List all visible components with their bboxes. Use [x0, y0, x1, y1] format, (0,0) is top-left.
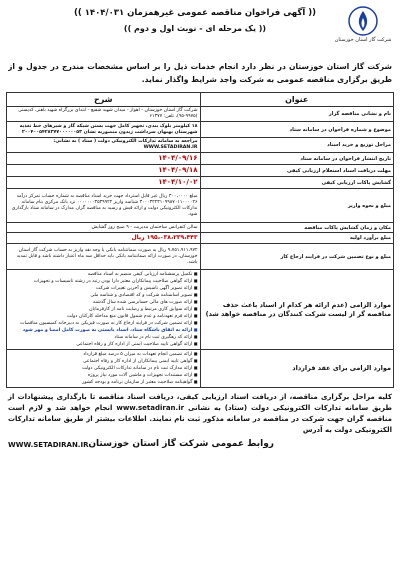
signature [6, 437, 394, 453]
row-key: موضوع و شماره فراخوان در سامانه ستاد [200, 122, 394, 138]
row-key: مهلت دریافت اسناد استعلام ارزیابی کیفی [200, 165, 394, 177]
table-row [7, 177, 394, 189]
column-title-header: عنوان [200, 93, 394, 107]
table-row [7, 270, 394, 350]
column-description-header: شرح [7, 93, 201, 107]
table-row [7, 350, 394, 388]
list-item: ■ ارائه مستندات تجهیزات و ماشین آلات مورد نیاز پروژه [9, 372, 198, 379]
table-row [7, 244, 394, 270]
list-item: ■ ارائه مدارک ثبت نام در سامانه تدارکات الکترونیکی دولت [9, 365, 198, 372]
row-key: مبلغ برآورد اولیه [200, 233, 394, 244]
list-item: ■ ارائه گواهی صلاحیت پیمانکاران معتبر دارا بودن رتبه در رشته تاسیسات و تجهیزات [9, 278, 198, 285]
list-item: ■ ارائه کد رهگیری ثبت نام در سامانه ستاد [9, 334, 198, 341]
publish-date: ۱۴۰۴/۰۹/۱۶ [7, 153, 201, 165]
list-item: ■ ارائه تصویر آگهی تاسیس و آخرین تغییرات شرکت [9, 285, 198, 292]
company-logo [334, 6, 392, 43]
table-row [7, 107, 394, 122]
row-value: مبلغ ۳۰۰،۰۰۰۰ ریال غیر قابل استرداد جهت خرید اسناد مناقصه به شماره حساب تمرکز درآمد ۳۰۰۰۳۲۲۳۱۰۹۹۸۷۰۱۱۰۰۰۰۴۶ شناسه واریز ۰۰۰۰۰۰۰۳۵۳۹۹۲۲ نزد بانک مرکزی بنام سامانه تدارکات الکترونیکی دولت و ارائه فیش و رسید به مناقصه گزار، مدارک در سامانه ستاد بارگذاری شود. [7, 189, 201, 223]
row-key: مبلغ و نوع تضمین شرکت در فرایند ارجاع کار [200, 244, 394, 270]
guarantee-amount: ۹،۷۵۱،۹۱۱،۹۷۲ ریال به صورت ضمانتنامه بانکی یا وجه نقد واریز به حساب شرکت گاز استان خوزستان، در صورت ارائه ضمانتنامه بانکی باید حداقل سه ماه اعتبار داشته باشد و قابل تمدید باشد. [7, 244, 201, 270]
row-key: مکان و زمان گشایش پاکات مناقصه [200, 223, 394, 233]
deadline-date: ۱۴۰۴/۰۹/۱۸ [7, 165, 201, 177]
row-key: مراحل توزیع و خرید اسناد [200, 138, 394, 153]
footer-paragraph: کلیه مراحل برگزاری مناقصه، از دریافت اسناد ارزیابی کیفی، دریافت اسناد مناقصه تا بارگذاری پیشنهادات از طریق سامانه تدارکات الکترونیکی دولت (ستاد) به نشانی www.setadiran.ir انجام خواهد شد و لازم است مناقصه گران جهت شرکت در مناقصه در سامانه مذکور ثبت نام نمایند. اطلاعات بیشتر از طریق سامانه تدارکات الکترونیکی دولت به آدرس [8, 393, 393, 434]
row-value: ۱۸ کیلومتر بلوک بندی، تجهیز کامل جهت بستن شبکه گاز و شیرهای خط تغذیه شهرستان بهبهان سرداشت زیدون منصوریه تشان ۲۰۰۴۰۰۵۴۲۸۳۷۷۰۰۰۰۰۰۵۳ [7, 122, 201, 138]
header [6, 4, 394, 56]
table-row [7, 223, 394, 233]
table-row [7, 233, 394, 244]
row-value: سالن کنفرانس ساختمان مدیریت - ۹ صبح روز گشایش [7, 223, 201, 233]
row-value: مراجعه به سامانه تدارکات الکترونیکی دولت ( ستاد ) به نشانی: WWW.SETADIRAN.IR [7, 138, 201, 153]
required-items-list [7, 270, 201, 350]
list-item: ■ ارائه تضمین شرکت در فرایند ارجاع کار به صورت فیزیکی به دبیرخانه کمیسیون مناقصات [9, 320, 198, 327]
notice-title: (( آگهی فراخوان مناقصه عمومی غیرهمزمان ۱۴۰۴/۰۳۱ )) [73, 8, 316, 18]
tender-details-table [6, 92, 394, 388]
list-item: ■ ارائه به اتفاق باشگاه ستاد، اسناد بایستی به صورت کامل امضا و مهر شود [9, 327, 198, 334]
publisher-name: روابط عمومی شرکت گاز استان خوزستان [88, 439, 274, 449]
list-item: ■ گواهینامه صلاحیت معتبر از سازمان برنامه و بودجه کشور [9, 379, 198, 386]
list-item: ■ گواهی تایید ایمنی پیمانکاران از اداره کار و رفاه اجتماعی [9, 358, 198, 365]
row-key: گشایش پاکات ارزیابی کیفی [200, 177, 394, 189]
list-item: ■ ارائه تضمین انجام تعهدات به میزان ۵ درصد مبلغ قرارداد [9, 351, 198, 358]
notice-subtitle: (( یک مرحله ای - نوبت اول و دوم )) [123, 24, 267, 33]
list-item: ■ ارائه گواهی تایید صلاحیت ایمنی از اداره کار و رفاه اجتماعی [9, 341, 198, 348]
list-item: ■ تکمیل پرسشنامه ارزیابی کیفی منضم به اسناد مناقصه [9, 271, 198, 278]
opening-date: ۱۴۰۴/۱۰/۰۲ [7, 177, 201, 189]
list-item: ■ ارائه سوابق کاری مرتبط و رضایت نامه از کارفرمایان [9, 306, 198, 313]
table-row [7, 165, 394, 177]
table-row [7, 138, 394, 153]
table-row [7, 153, 394, 165]
row-value: شرکت گاز استان خوزستان - اهواز - میدان شهید شفیع - ابتدای بزرگراه شهید باهنر، کدپستی (۹۹۷۵-۹۵)، تلفن: ۶۱۳۷۷ [7, 107, 201, 122]
logo-caption: شرکت گاز استان خوزستان [334, 37, 392, 43]
contract-items-list [7, 350, 201, 388]
estimate-amount: ۱۹۵،۰۳۸،۲۳۹،۴۴۳ ریال [7, 233, 201, 244]
row-key: موارد الزامی برای عقد قرارداد [200, 350, 394, 388]
row-key: تاریخ انتشار فراخوان در سامانه ستاد [200, 153, 394, 165]
table-row [7, 189, 394, 223]
row-key: مبلغ و نحوه واریز [200, 189, 394, 223]
list-item: ■ تصویر اساسنامه شرکت و کد اقتصادی و شناسه ملی [9, 292, 198, 299]
setadiran-link[interactable]: WWW.SETADIRAN.IR [8, 441, 89, 449]
row-key: موارد الزامی (عدم ارائه هر کدام از اسناد باعث حذف مناقصه گر از لیست شرکت کنندگان در مناقصه خواهد شد) [200, 270, 394, 350]
row-key: نام و نشانی مناقصه گزار [200, 107, 394, 122]
intro-paragraph: شرکت گاز استان خوزستان در نظر دارد انجام خدمات ذیل را بر اساس مشخصات مندرج در جدول و از طریق برگزاری مناقصه عمومی به شرکت واجد شرایط واگذار نماید. [8, 62, 392, 84]
table-row [7, 122, 394, 138]
list-item: ■ ارائه فرم تعهدنامه و عدم شمول قانون منع مداخله کارکنان دولت [9, 313, 198, 320]
list-item: ■ ارائه صورت های مالی حسابرسی شده سال گذشته [9, 299, 198, 306]
gas-flame-icon [348, 6, 378, 36]
